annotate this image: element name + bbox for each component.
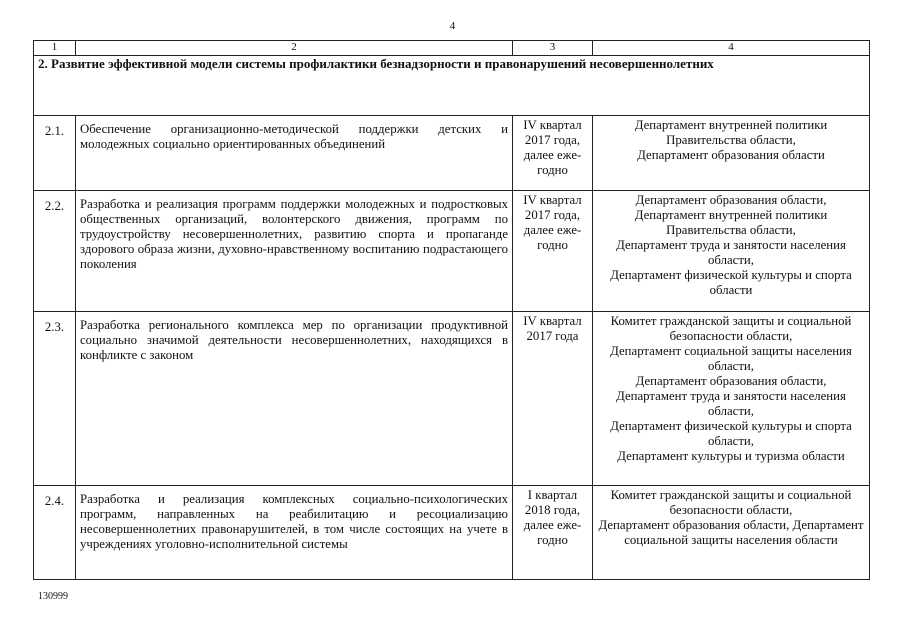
document-code: 130999 bbox=[38, 591, 68, 602]
row-number: 2.4. bbox=[34, 486, 76, 580]
responsible-cell bbox=[593, 191, 870, 312]
measure-text: Разработка регионального комплекса мер по организации продуктивной социально значимой деятельности несовершеннолетних, находящихся в конфликте с законом bbox=[76, 312, 513, 486]
term-cell bbox=[513, 312, 593, 486]
measures-table bbox=[33, 40, 870, 580]
table-row bbox=[34, 486, 870, 580]
term-line: далее еже- bbox=[523, 518, 582, 532]
responsible-line: Департамент социальной защиты населения области, bbox=[610, 344, 852, 373]
responsible-line: Комитет гражданской защиты и социальной безопасности области, bbox=[610, 314, 852, 343]
responsible-line: Департамент образования области, bbox=[635, 374, 827, 388]
term-line: далее еже- bbox=[523, 223, 582, 237]
page-number: 4 bbox=[449, 20, 456, 32]
term-line: годно bbox=[537, 238, 568, 252]
term-line: годно bbox=[537, 533, 568, 547]
row-number: 2.3. bbox=[34, 312, 76, 486]
responsible-line: Департамент внутренней политики Правительства области, bbox=[634, 208, 828, 237]
column-numbers-row bbox=[34, 41, 870, 56]
responsible-line: Комитет гражданской защиты и социальной безопасности области, bbox=[610, 488, 852, 517]
responsible-cell bbox=[593, 116, 870, 191]
term-line: 2017 года bbox=[526, 329, 579, 343]
term-line: IV квартал bbox=[523, 314, 582, 328]
responsible-line: Департамент физической культуры и спорта области bbox=[610, 268, 852, 297]
table-row bbox=[34, 116, 870, 191]
column-number: 4 bbox=[593, 41, 870, 56]
responsible-line: Департамент физической культуры и спорта области, bbox=[610, 419, 852, 448]
column-number: 2 bbox=[76, 41, 513, 56]
term-cell bbox=[513, 191, 593, 312]
measure-text: Разработка и реализация программ поддержки молодежных и подростковых общественных организаций, волонтерского движения, программ по трудоустройству несовершеннолетних, развитию спорта и пропаганде здорового образа жизни, духовно-нравственному воспитанию подрастающего поколения bbox=[76, 191, 513, 312]
measure-text: Обеспечение организационно-методической поддержки детских и молодежных социально ориентированных объединений bbox=[76, 116, 513, 191]
responsible-line: Департамент труда и занятости населения области, bbox=[616, 238, 846, 267]
table-row bbox=[34, 191, 870, 312]
term-line: далее еже- bbox=[523, 148, 582, 162]
term-line: 2018 года, bbox=[524, 503, 581, 517]
term-line: 2017 года, bbox=[524, 208, 581, 222]
term-line: I квартал bbox=[527, 488, 578, 502]
term-cell bbox=[513, 486, 593, 580]
responsible-line: Департамент труда и занятости населения области, bbox=[616, 389, 846, 418]
responsible-cell bbox=[593, 486, 870, 580]
term-line: IV квартал bbox=[523, 118, 582, 132]
row-number: 2.1. bbox=[34, 116, 76, 191]
term-line: 2017 года, bbox=[524, 133, 581, 147]
section-title: 2. Развитие эффективной модели системы профилактики безнадзорности и правонарушений несовершеннолетних bbox=[34, 56, 870, 116]
term-cell bbox=[513, 116, 593, 191]
responsible-line: Департамент внутренней политики Правительства области, bbox=[634, 118, 828, 147]
section-row bbox=[34, 56, 870, 116]
column-number: 1 bbox=[34, 41, 76, 56]
responsible-line: Департамент образования области, bbox=[635, 193, 827, 207]
responsible-cell bbox=[593, 312, 870, 486]
table-row bbox=[34, 312, 870, 486]
column-number: 3 bbox=[513, 41, 593, 56]
term-line: IV квартал bbox=[523, 193, 582, 207]
responsible-line: Департамент образования области bbox=[637, 148, 825, 162]
row-number: 2.2. bbox=[34, 191, 76, 312]
responsible-line: Департамент образования области, Департамент социальной защиты населения области bbox=[598, 518, 864, 547]
measure-text: Разработка и реализация комплексных социально-психологических программ, направленных на реабилитацию и ресоциализацию несовершеннолетних правонарушителей, в том числе состоящих на учете в учреждениях уголовно-исполнительной системы bbox=[76, 486, 513, 580]
responsible-line: Департамент культуры и туризма области bbox=[617, 449, 845, 463]
term-line: годно bbox=[537, 163, 568, 177]
